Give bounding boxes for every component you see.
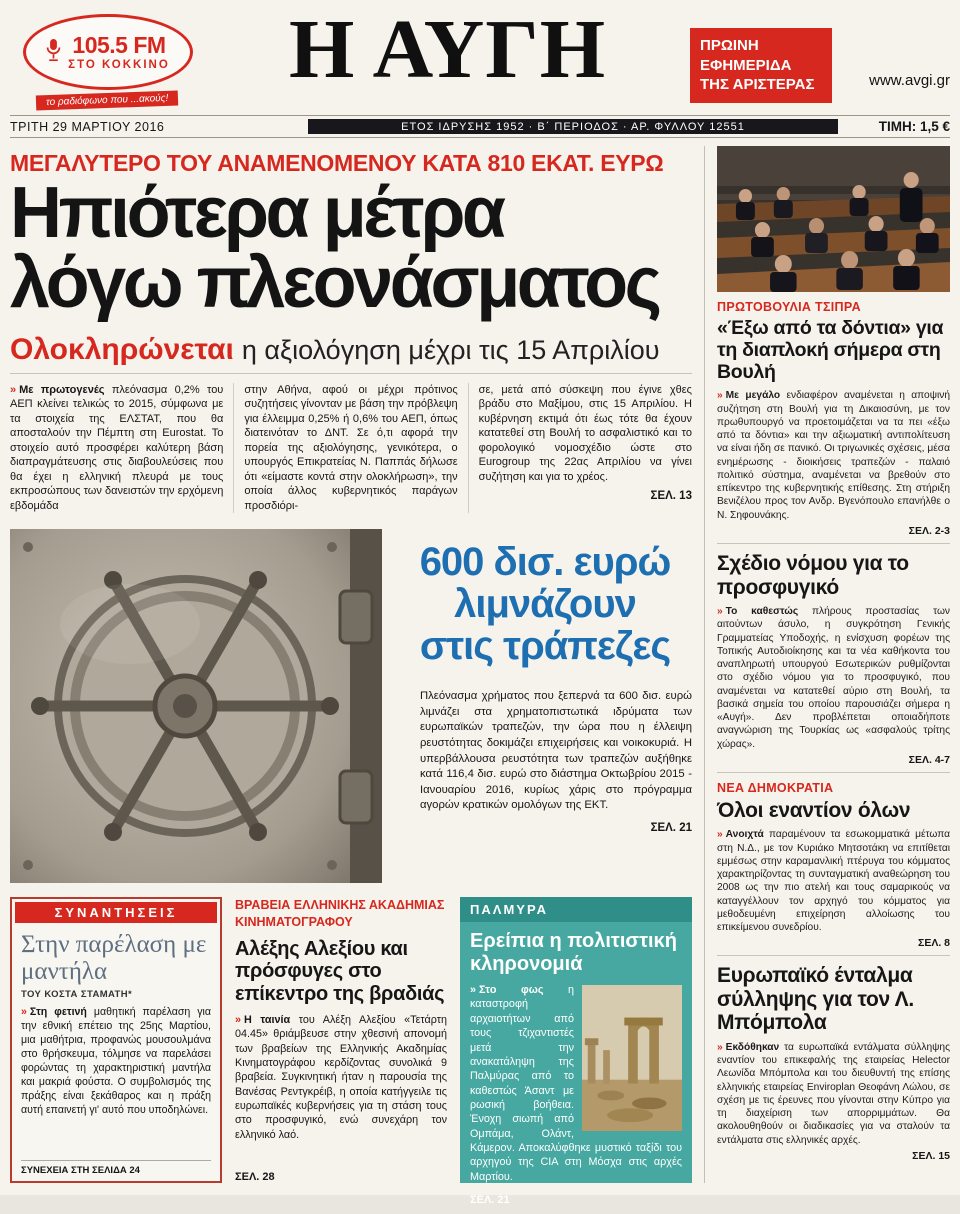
bank-vault-photo [10, 529, 382, 883]
story-body [717, 605, 950, 751]
palmyra-ruins-image [582, 985, 682, 1131]
opinion-body [15, 1006, 217, 1156]
story-kicker: ΝΕΑ ΔΗΜΟΚΡΑΤΙΑ [717, 780, 834, 795]
page-reference: ΣΕΛ. 28 [235, 1171, 275, 1184]
sidebar-story-nea-dimokratia [717, 772, 950, 956]
opinion-story [10, 897, 222, 1183]
dateline-bar [10, 115, 950, 138]
subheadline-text: η αξιολόγηση μέχρι τις 15 Απριλίου [241, 334, 660, 365]
website-url[interactable]: www.avgi.gr [869, 72, 950, 89]
microphone-icon [45, 37, 62, 68]
story-body [717, 1041, 950, 1147]
lead-story-column-3 [468, 383, 692, 514]
issue-price: ΤΙΜΗ: 1,5 € [878, 119, 950, 134]
page-reference: ΣΕΛ. 15 [912, 1149, 950, 1162]
chevron-marker-icon: » [717, 829, 723, 841]
issue-date: ΤΡΙΤΗ 29 ΜΑΡΤΙΟΥ 2016 [10, 119, 165, 134]
tagline-line2: ΕΦΗΜΕΡΙΔΑ [700, 56, 792, 74]
story-title: «Έξω από τα δόντια» για τη διαπλοκή σήμερα στη Βουλή [717, 317, 944, 383]
story-text: ενδιαφέρον αναμένεται η αποψινή συζήτηση στη Βουλή για τη Δικαιοσύνη, με τον πρωθυπουργό να προετοιμάζεται να τα πει «έξω από τα δόντια» και την αξιωματική αντιπολίτευση να είναι ήδη σε πανικό. Οι τριγωνικές σχέσεις, μέσα ενημέρωσης - διοικήσεις τραπεζών - παλαιό πολιτικό σύστημα, αναμένεται να βρεθούν στο επίκεντρο της κυβερνητικής επίθεσης. Στη στήριξη Βενιζέλου προς τον Ανδρ. Βγενόπουλο επανήλθε ο Ν. Σηφουνάκης. [717, 390, 950, 521]
page-reference: ΣΕΛ. 13 [650, 490, 692, 503]
lead-in-text: Το καθεστώς [725, 606, 799, 618]
page-reference: ΣΕΛ. 21 [650, 821, 692, 834]
page-reference: ΣΕΛ. 4-7 [908, 753, 950, 766]
vault-headline [398, 541, 692, 667]
story-title: Σχέδιο νόμου για το προσφυγικό [717, 551, 909, 599]
vault-story [10, 529, 692, 883]
palmyra-content [460, 922, 692, 1214]
story-body [717, 828, 950, 934]
story-kicker: ΠΡΩΤΟΒΟΥΛΙΑ ΤΣΙΠΡΑ [717, 300, 861, 314]
vault-story-text [382, 529, 692, 883]
sidebar-story-tsipras [717, 292, 950, 543]
lead-in-text: Στο φως [479, 984, 544, 997]
cinema-awards-story [235, 897, 447, 1183]
main-column [10, 146, 704, 1207]
radio-text [68, 31, 170, 71]
lead-kicker: ΜΕΓΑΛΥΤΕΡΟ ΤΟΥ ΑΝΑΜΕΝΟΜΕΝΟΥ ΚΑΤΑ 810 ΕΚΑΤ. ΕΥΡΩ [10, 150, 664, 176]
page-reference: ΣΕΛ. 21 [470, 1194, 510, 1207]
cinema-title: Αλέξης Αλεξίου και πρόσφυγες στο επίκεντρο της βραδιάς [235, 937, 445, 1005]
story-title: Όλοι εναντίον όλων [717, 798, 911, 822]
story-text: του Αλέξη Αλεξίου «Τετάρτη 04.45» θριάμβευσε στην χθεσινή απονομή των βραβείων της Ελληνικής Ακαδημίας Κινηματογράφου κερδίζοντας συνολικά 9 βραβεία. Συγκινητική ήταν η παρουσία της Βανέσας Ρεντγκρέιβ, η οποία κατήγγειλε τις ευρωπαϊκές κυβερνήσεις για τη στάση τους στο προσφυγικό, ενώ συνεχάρη τον ελληνικό λαό. [235, 1013, 448, 1141]
column-text: στην Αθήνα, αφού οι μέχρι πρότινος συζητήσεις γίνονταν με βάση την πρόβλεψη για έλλειμμα 0,25% ή 0,6% του ΑΕΠ, όπως διατεινόταν το ΔΝΤ. Σε ό,τι αφορά την πορεία της αξιολόγησης, γενικότερα, ο υπουργός Επικρατείας Ν. Παππάς δήλωσε ότι «είμαστε κοντά στην ολοκλήρωση», την οποία άλλος κυβερνητικός παράγων προσδιόρι- [244, 383, 458, 512]
story-text: πλήρους προστασίας των αιτούντων άσυλο, η συγκρότηση Γενικής Γραμματείας Υποδοχής, η ενίσχυση φορέων της Τοπικής Αυτοδιοίκησης και τα νέα καθήκοντα του αναπληρωτή υπουργού Εσωτερικών ρυθμίζονται στο σχέδιο νόμου για το προσφυγικό, που αναμένεται να κατατεθεί αύριο στη Βουλή, τα βασικά σημεία του οποίου παρουσιάζει σήμερα η «Αυγή». Δεν προβλέπεται οποιαδήποτε αναγνώριση της Τουρκίας ως «ασφαλούς τρίτης χώρας». [717, 606, 951, 750]
issue-info-bar: ΕΤΟΣ ΙΔΡΥΣΗΣ 1952 · Β΄ ΠΕΡΙΟΔΟΣ · ΑΡ. ΦΥΛΛΟΥ 12551 [308, 119, 838, 134]
sidebar-column [704, 146, 950, 1183]
parliament-photo [717, 146, 950, 292]
story-text: τα ευρωπαϊκά εντάλματα σύλληψης εναντίον του επικεφαλής της εταιρείας Helector Λεωνίδα Μπόμπολα και του διευθυντή της επίσης ελληνικής εταιρείας Enviroplan Θεοφάνη Λώλου, σε σχέση με τις έρευνες που γίνονται στην Κύπρο για τη διαχείριση των απορριμμάτων. Θα ακολουθηθούν οι διαδικασίες για να σταλούν τα εντάλματα στις ελληνικές αρχές. [717, 1041, 950, 1146]
chevron-marker-icon: » [470, 984, 477, 997]
lead-in-text: Ανοιχτά [725, 829, 764, 841]
bottom-row [10, 897, 692, 1207]
subheadline-emphasis: Ολοκληρώνεται [10, 332, 234, 366]
masthead-header [10, 3, 950, 110]
radio-logo [10, 8, 205, 108]
chevron-marker-icon: » [717, 606, 723, 618]
lead-story-column-1 [10, 383, 233, 514]
story-text: η καταστροφή αρχαιοτήτων από τους τζιχαντιστές μετά την ανακατάληψη της Παλμύρας από το καθεστώς Άσαντ με ρωσική βοήθεια. Ένοχη σιωπή από Ομπάμα, Ολάντ, Κάμερον. Αποκαλύφθηκε μυστικό ταξίδι του αρχηγού της CIA στη Μόσχα στις αρχές Μαρτίου. [470, 984, 682, 1183]
opinion-section-header: ΣΥΝΑΝΤΗΣΕΙΣ [15, 902, 217, 923]
page-reference: ΣΕΛ. 8 [918, 937, 950, 950]
column-text: σε, μετά από σύσκεψη που έγινε χθες βράδυ στο Μαξίμου, στις 15 Απριλίου. Η κυβέρνηση εκτιμά ότι έως τότε θα έχουν κατατεθεί στη Βουλή το ασφαλιστικό και το φορολογικό νομοσχέδιο ώστε στο Eurogroup της 22ας Απριλίου να γίνει συζήτηση και για το χρέος. [478, 383, 692, 483]
lead-in-text: Στη φετινή [29, 1006, 87, 1019]
radio-station-name: ΣΤΟ ΚΟΚΚΙΝΟ [68, 58, 170, 71]
lead-story-columns [10, 373, 692, 514]
sidebar-story-refugee-bill [717, 543, 950, 772]
main-headline-line1: Ηπιότερα μέτρα [10, 173, 503, 253]
cinema-body [235, 1013, 447, 1167]
newspaper-title: Η ΑΥΓΗ [288, 3, 607, 96]
main-headline [10, 173, 692, 323]
cinema-kicker: ΒΡΑΒΕΙΑ ΕΛΛΗΝΙΚΗΣ ΑΚΑΔΗΜΙΑΣ ΚΙΝΗΜΑΤΟΓΡΑΦΟΥ [235, 898, 445, 929]
lead-story-column-2 [233, 383, 467, 514]
radio-tagline: το ραδιόφωνο που ...ακούς! [36, 91, 179, 111]
page-content [10, 146, 951, 1207]
story-title: Ευρωπαϊκό ένταλμα σύλληψης για τον Λ. Μπόμπολα [717, 964, 914, 1035]
opinion-byline: ΤΟΥ ΚΟΣΤΑ ΣΤΑΜΑΤΗ* [21, 989, 133, 1001]
column-text: πλεόνασμα 0,2% του ΑΕΠ κλείνει τελικώς το 2015, σύμφωνα με τα στοιχεία της ΕΛΣΤΑΤ, που θα αποσταλούν την Πέμπτη στη Eurostat. Το στοιχείο αυτό προσφέρει καλύτερη βάση διαπραγμάτευσης στις διαβουλεύσεις που θα έχει η ελληνική πλευρά με τους εκπροσώπους των δανειστών την ερχόμενη εβδομάδα [10, 383, 224, 512]
story-body [717, 389, 950, 522]
chevron-marker-icon: » [717, 390, 723, 402]
sidebar-story-arrest-warrant [717, 955, 950, 1168]
chevron-marker-icon: » [717, 1041, 723, 1053]
story-text: παραμένουν τα εσωκομματικά μέτωπα στη Ν.Δ., με τον Κυριάκο Μητσοτάκη να επιτίθεται εμμέσως στην καραμανλική πτέρυγα του κόμματος χαρακτηρίζοντας τη συνταγματική αναθεώρηση του 2008 ως την πιο ατελή και τους σαμαρικούς να καταγγέλλουν τον αρχηγό του κόμματος για μεθοδευμένη επιχείρηση αλλοίωσης του επικείμενου συνεδρίου. [717, 829, 950, 934]
continue-note: ΣΥΝΕΧΕΙΑ ΣΤΗ ΣΕΛΙΔΑ 24 [21, 1160, 211, 1176]
story-text: μαθητική παρέλαση για την εθνική επέτειο της 25ης Μαρτίου, μια μαθήτρια, προφανώς μουσουλμάνα στο θρήσκευμα, τόλμησε να παρελάσει φορώντας τη χαρακτηριστική μαντήλα και μακριά φούστα. Ο συμβολισμός της πράξης είναι ξεκάθαρος και η πράξη αυτή επαινετή γι' αυτό που υποδηλώνει. [21, 1006, 211, 1117]
lead-in-text: Με μεγάλο [725, 390, 781, 402]
chevron-marker-icon: » [235, 1013, 242, 1026]
vault-headline-line3: στις τράπεζες [419, 624, 671, 669]
palmyra-story [460, 897, 692, 1207]
tagline-line1: ΠΡΩΙΝΗ [700, 37, 759, 54]
main-headline-line2: λόγω πλεονάσματος [10, 242, 659, 323]
newspaper-tagline-box [690, 28, 832, 103]
lead-in-text: Εκδόθηκαν [725, 1041, 780, 1053]
subheadline [10, 333, 692, 367]
palmyra-title: Ερείπια η πολιτιστική κληρονομιά [470, 930, 677, 975]
page-reference: ΣΕΛ. 2-3 [908, 524, 950, 537]
radio-frequency: 105.5 FM [72, 31, 166, 58]
opinion-title: Στην παρέλαση με μαντήλα [21, 931, 207, 986]
vault-headline-line2: λιμνάζουν [454, 582, 636, 627]
tagline-line3: ΤΗΣ ΑΡΙΣΤΕΡΑΣ [700, 76, 815, 93]
vault-body: Πλεόνασμα χρήματος που ξεπερνά τα 600 δισ. ευρώ λιμνάζει στα χρηματοπιστωτικά ιδρύματα των ευρωπαϊκών τραπεζών, την ώρα που η έλλειψη ρευστότητας δοκιμάζει επιχειρήσεις και νοικοκυριά. Η υπερβάλλουσα ρευστότητα των τραπεζών αυξήθηκε κατά 116,4 δισ. ευρώ στο διάστημα Οκτωβρίου 2015 - Ιανουαρίου 2016, κυρίως χάρις στο πρόγραμμα αγορών κρατικών ομολόγων της ΕΚΤ. [420, 690, 692, 812]
lead-in-text: Με πρωτογενές [19, 383, 105, 396]
lead-in-text: Η ταινία [244, 1013, 291, 1026]
chevron-marker-icon: » [10, 383, 17, 396]
palmyra-section-header: ΠΑΛΜΥΡΑ [460, 897, 692, 922]
chevron-marker-icon: » [21, 1006, 27, 1019]
vault-headline-line1: 600 δισ. ευρώ [419, 540, 671, 585]
radio-logo-oval [23, 14, 193, 90]
